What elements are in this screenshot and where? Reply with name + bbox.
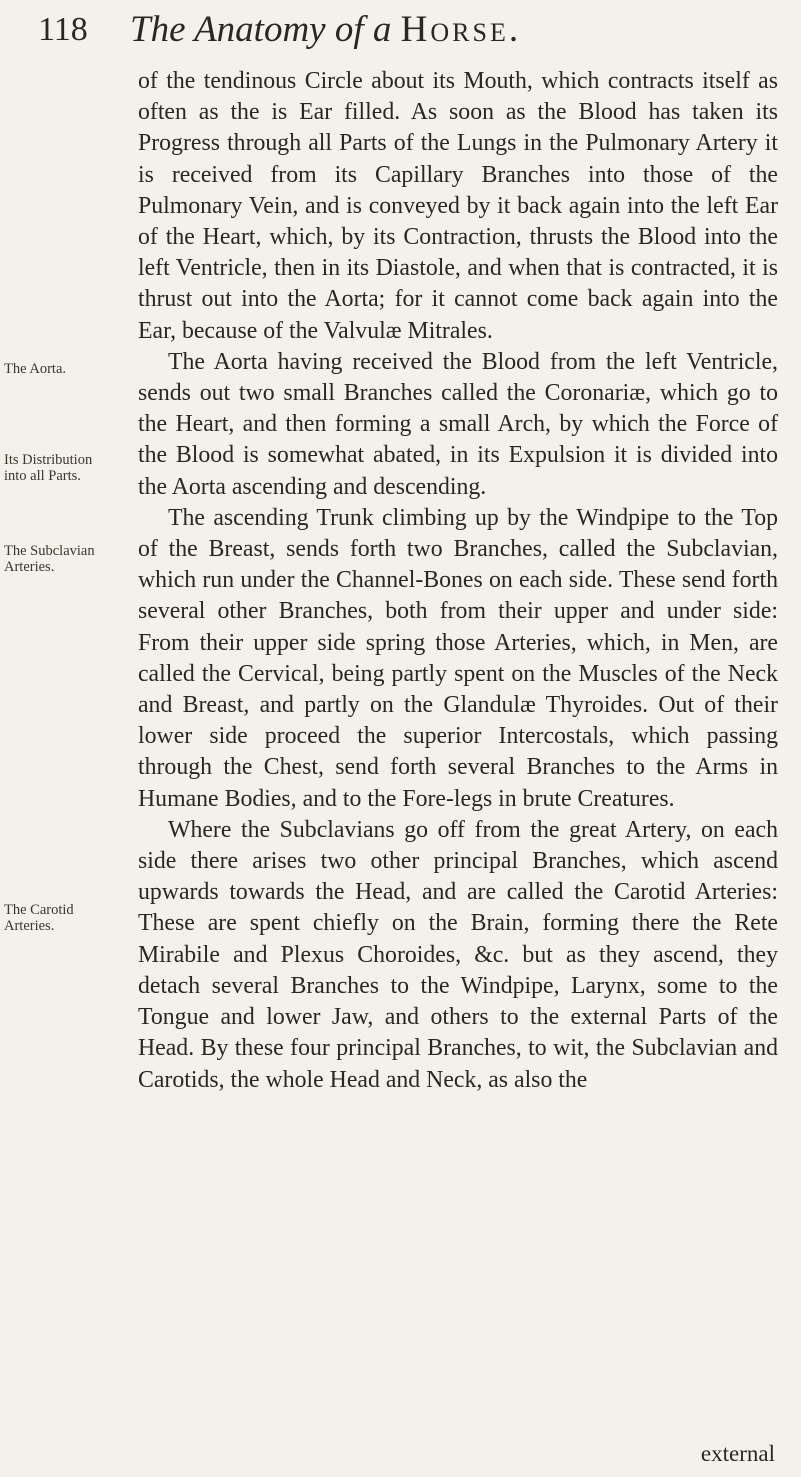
running-title-caps: Horse. bbox=[400, 9, 522, 50]
margin-note-aorta: The Aorta. bbox=[4, 361, 67, 377]
margin-note-distribution: Its Distribution into all Parts. bbox=[4, 452, 93, 484]
running-header bbox=[38, 2, 778, 62]
margin-note-carotid: The Carotid Arteries. bbox=[4, 902, 74, 934]
page-number: 118 bbox=[38, 11, 88, 48]
paragraph-1: of the tendinous Circle about its Mouth, which contracts itself as often as the is Ear filled. As soon as the Blood has taken its Progress through all Parts of the Lungs in the Pulmonary Artery it is received from its Capillary Branches into those of the Pulmonary Vein, and is conveyed by it back again into the left Ear of the Heart, which, by its Contraction, thrusts the Blood into the left Ventricle, then in its Diastole, and when that is contracted, it is thrust out into the Aorta; for it cannot come back again into the Ear, because of the Valvulæ Mitrales. bbox=[138, 68, 778, 344]
margin-note-subclavian: The Subclavian Arteries. bbox=[4, 543, 95, 575]
paragraph-3: The ascending Trunk climbing up by the Windpipe to the Top of the Breast, sends forth two Branches, called the Subclavian, which run under the Channel-Bones on each side. These send forth several other Branches, both from their upper and under side: From their upper side spring those Arteries, which, in Men, are called the Cervical, being partly spent on the Muscles of the Neck and Breast, and partly on the Glandulæ Thyroides. Out of their lower side proceed the superior Intercostals, which passing through the Chest, send forth several Branches to the Arms in Humane Bodies, and to the Fore-legs in brute Creatures. bbox=[138, 504, 778, 812]
paragraph-2: The Aorta having received the Blood from the left Ventricle, sends out two small Branches called the Coronariæ, which go to the Heart, and then forming a small Arch, by which the Force of the Blood is somewhat abated, in its Expulsion it is divided into the Aorta ascending and descending. bbox=[138, 348, 778, 500]
paragraph-4: Where the Subclavians go off from the great Artery, on each side there arises two other principal Branches, which ascend upwards towards the Head, and are called the Carotid Arteries: These are spent chiefly on the Brain, forming there the Rete Mirabile and Plexus Choroides, &c. but as they ascend, they detach several Branches to the Windpipe, Larynx, some to the Tongue and lower Jaw, and others to the external Parts of the Head. By these four principal Branches, to wit, the Subclavian and Carotids, the whole Head and Neck, as also the bbox=[138, 816, 778, 1093]
catchword: external bbox=[700, 1441, 775, 1466]
running-title-italic: The Anatomy of a bbox=[130, 9, 392, 50]
body-text bbox=[138, 66, 778, 1096]
running-title bbox=[130, 2, 521, 58]
